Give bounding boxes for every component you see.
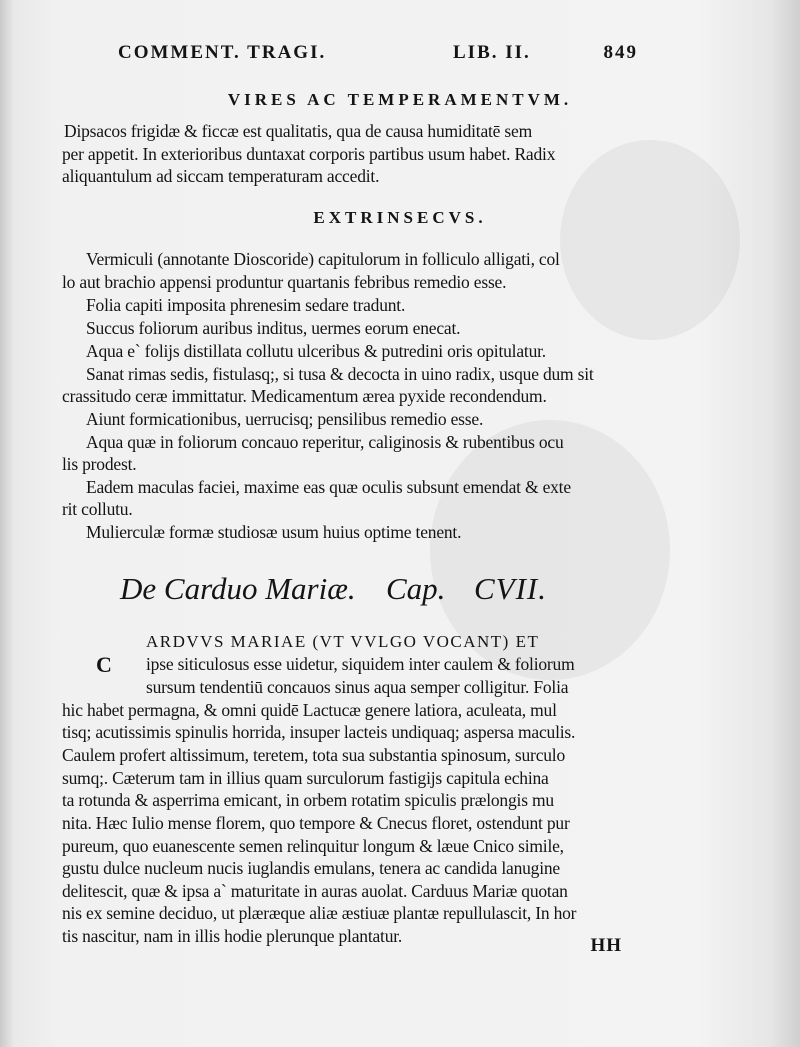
signature-mark: HH <box>590 935 622 956</box>
section-title-vires: VIRES AC TEMPERAMENTVM. <box>227 90 573 109</box>
text-line: ARDVVS MARIAE (VT VVLGO VOCANT) ET <box>146 632 540 651</box>
chapter-heading <box>120 571 580 611</box>
text-line: delitescit, quæ & ipsa a` maturitate in auras auolat. Carduus Mariæ quotan <box>62 881 568 901</box>
text-line: sumq;. Cæterum tam in illius quam surculorum fastigijs capitula echina <box>62 768 549 788</box>
text-line: Eadem maculas faciei, maxime eas quæ oculis subsunt emendat & exte <box>86 477 571 497</box>
running-title: COMMENT. TRAGI. <box>118 42 327 63</box>
text-line: crassitudo ceræ immittatur. Medicamentum ærea pyxide recondendum. <box>62 386 547 406</box>
show-through-stain <box>560 140 740 340</box>
text-line: lis prodest. <box>62 454 137 474</box>
text-line: Folia capiti imposita phrenesim sedare tradunt. <box>86 295 406 315</box>
text-line: per appetit. In exterioribus duntaxat corporis partibus usum habet. Radix <box>62 144 556 164</box>
chapter-cap-label: Cap. <box>386 571 446 606</box>
text-line: rit collutu. <box>62 499 133 519</box>
section-title-extrinsecus: EXTRINSECVS. <box>313 208 487 227</box>
text-line: Aiunt formicationibus, uerrucisq; pensilibus remedio esse. <box>86 409 484 429</box>
drop-cap: C <box>96 652 112 677</box>
text-line: nita. Hæc Iulio mense florem, quo tempore & Cnecus floret, ostendunt pur <box>62 813 570 833</box>
text-line: lo aut brachio appensi produntur quartanis febribus remedio esse. <box>62 272 507 292</box>
chapter-title: De Carduo Mariæ. <box>120 571 356 606</box>
text-line: tisq; acutissimis spinulis horrida, insuper lacteis undiquaq; aspersa maculis. <box>62 722 576 742</box>
text-line: nis ex semine deciduo, ut plæræque aliæ æstiuæ plantæ repullulascit, In hor <box>62 903 577 923</box>
text-line: Dipsacos frigidæ & ficcæ est qualitatis, qua de causa humiditatē sem <box>64 121 533 141</box>
running-header <box>118 42 638 72</box>
text-line: Caulem profert altissimum, teretem, tota sua substantia spinosum, surculo <box>62 745 566 765</box>
text-line: Vermiculi (annotante Dioscoride) capitulorum in folliculo alligati, col <box>86 249 560 269</box>
book-number: LIB. II. <box>453 42 531 63</box>
text-line: pureum, quo euanescente semen relinquitur longum & læue Cnico simile, <box>62 836 564 856</box>
text-line: Mulierculæ formæ studiosæ usum huius optime tenent. <box>86 522 462 542</box>
text-line: ipse siticulosus esse uidetur, siquidem inter caulem & foliorum <box>146 654 575 674</box>
text-line: Succus foliorum auribus inditus, uermes eorum enecat. <box>86 318 461 338</box>
text-line: aliquantulum ad siccam temperaturam accedit. <box>62 166 380 186</box>
page-number: 849 <box>603 42 638 63</box>
text-line: sursum tendentiū concauos sinus aqua semper colligitur. Folia <box>146 677 569 697</box>
text-line: Aqua quæ in foliorum concauo reperitur, caliginosis & rubentibus ocu <box>86 432 564 452</box>
text-line: Aqua e` folijs distillata collutu ulceribus & putredini oris opitulatur. <box>86 341 546 361</box>
chapter-number: CVII. <box>474 571 548 606</box>
text-line: Sanat rimas sedis, fistulasq;, si tusa & decocta in uino radix, usque dum sit <box>86 364 594 384</box>
text-line: ta rotunda & asperrima emicant, in orbem rotatim spiculis prælongis mu <box>62 790 554 810</box>
text-line: hic habet permagna, & omni quidē Lactucæ genere latiora, aculeata, mul <box>62 700 557 720</box>
text-line: tis nascitur, nam in illis hodie plerunque plantatur. <box>62 926 403 946</box>
text-line: gustu dulce nucleum nucis iuglandis emulans, tenera ac candida lanugine <box>62 858 560 878</box>
